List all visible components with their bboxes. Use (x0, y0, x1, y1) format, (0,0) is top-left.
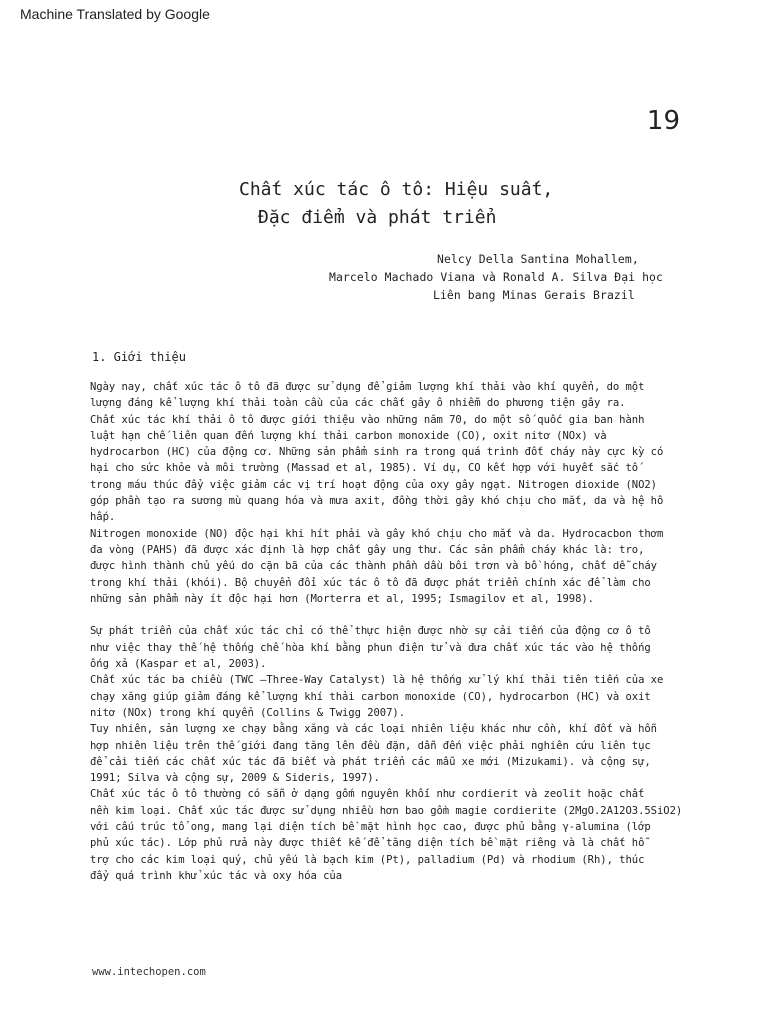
machine-translated-label: Machine Translated by Google (20, 6, 210, 22)
text-line: Sự phát triển của chất xúc tác chỉ có thể thực hiện được nhờ sự cải tiến của động cơ ô tô (90, 625, 651, 638)
text-line: đa vòng (PAHS) đã được xác định là hợp chất gây ung thư. Các sản phẩm cháy khác là: tro, (90, 543, 645, 556)
title-line-1: Chất xúc tác ô tô: Hiệu suất, (239, 179, 554, 200)
text-line: trong máu thúc đẩy việc giảm các vị trí hoạt động của oxy gây ngạt. Nitrogen dioxide (NO2) (90, 478, 657, 491)
title-line-2: Đặc điểm và phát triển (258, 207, 497, 228)
text-line: Chất xúc tác ba chiều (TWC –Three-Way Catalyst) là hệ thống xử lý khí thải tiên tiến của xe (90, 674, 664, 687)
text-line: hydrocarbon (HC) của động cơ. Những sản phẩm sinh ra trong quá trình đốt cháy này cực kỳ có (90, 446, 664, 459)
chapter-title (0, 176, 768, 232)
text-line: những sản phẩm này ít độc hại hơn (Morterra et al, 1995; Ismagilov et al, 1998). (90, 592, 594, 605)
text-line: ống xả (Kaspar et al, 2003). (90, 658, 267, 671)
text-line: với cấu trúc tổ ong, mang lại diện tích bề mặt hình học cao, được phủ bằng γ-alumina (lớp (90, 821, 651, 834)
section-heading: 1. Giới thiệu (92, 350, 186, 364)
text-line: hấp. (90, 511, 116, 524)
author-block (0, 250, 768, 304)
text-line: Chất xúc tác ô tô thường có sẵn ở dạng gốm nguyên khối như cordierit và zeolit hoặc chất (90, 788, 645, 801)
text-line: phủ xúc tác). Lớp phủ rửa này được thiết kế để tăng diện tích bề mặt riêng và là chất hỗ (90, 837, 645, 850)
text-line: trợ cho các kim loại quý, chủ yếu là bạch kim (Pt), palladium (Pd) và rhodium (Rh), thúc (90, 853, 645, 866)
text-line: đẩy quá trình khử xúc tác và oxy hóa của (90, 869, 342, 882)
text-line: lượng đáng kể lượng khí thải toàn cầu của các chất gây ô nhiễm do phương tiện gây ra. (90, 397, 626, 410)
paragraph-gap (90, 607, 710, 623)
text-line: được hình thành chủ yếu do cặn bã của các thành phần dầu bôi trơn và bồ hóng, chất dễ cháy (90, 560, 657, 573)
text-line: góp phần tạo ra sương mù quang hóa và mưa axit, đồng thời gây khó chịu cho mắt, da và hệ hô (90, 495, 664, 508)
paragraph-1 (90, 379, 710, 607)
text-line: Chất xúc tác khí thải ô tô được giới thiệu vào những năm 70, do một số quốc gia ban hành (90, 413, 645, 426)
text-line: nền kim loại. Chất xúc tác được sử dụng nhiều hơn bao gồm magie cordierite (2MgO.2A12O3.5SiO2) (90, 804, 683, 817)
footer-url[interactable]: www.intechopen.com (92, 966, 206, 978)
text-line: Nitrogen monoxide (NO) độc hại khi hít phải và gây khó chịu cho mắt và da. Hydrocacbon thơm (90, 527, 664, 540)
chapter-number: 19 (646, 106, 680, 136)
text-line: trong khí thải (khói). Bộ chuyển đổi xúc tác ô tô đã được phát triển chính xác để làm cho (90, 576, 651, 589)
text-line: chạy xăng giúp giảm đáng kể lượng khí thải carbon monoxide (CO), hydrocarbon (HC) và oxit (90, 690, 651, 703)
body-text (90, 379, 710, 884)
text-line: hại cho sức khỏe và môi trường (Massad et al, 1985). Ví dụ, CO kết hợp với huyết sắc tố (90, 462, 639, 475)
text-line: như việc thay thế hệ thống chế hòa khí bằng phun điện tử và đưa chất xúc tác vào hệ thống (90, 641, 651, 654)
text-line: 1991; Silva và cộng sự, 2009 & Sideris, 1997). (90, 772, 380, 785)
text-line: Ngày nay, chất xúc tác ô tô đã được sử dụng để giảm lượng khí thải vào khí quyển, do một (90, 381, 645, 393)
author-line-3: Liên bang Minas Gerais Brazil (433, 288, 635, 302)
text-line: để cải tiến các chất xúc tác đã biết và phát triển các mẫu xe mới (Mizukami). và cộng sự, (90, 755, 651, 768)
author-line-2: Marcelo Machado Viana và Ronald A. Silva Đại học (329, 270, 663, 284)
text-line: luật hạn chế liên quan đến lượng khí thải carbon monoxide (CO), oxit nitơ (NOx) và (90, 429, 607, 442)
text-line: hợp nhiên liệu trên thế giới đang tăng lên đều đặn, dẫn đến việc phải nghiên cứu liên tục (90, 739, 651, 752)
text-line: Tuy nhiên, sản lượng xe chạy bằng xăng và các loại nhiên liệu khác như cồn, khí đốt và hỗn (90, 723, 657, 736)
text-line: nitơ (NOx) trong khí quyển (Collins & Twigg 2007). (90, 706, 405, 719)
author-line-1: Nelcy Della Santina Mohallem, (437, 252, 639, 266)
paragraph-2 (90, 623, 710, 884)
